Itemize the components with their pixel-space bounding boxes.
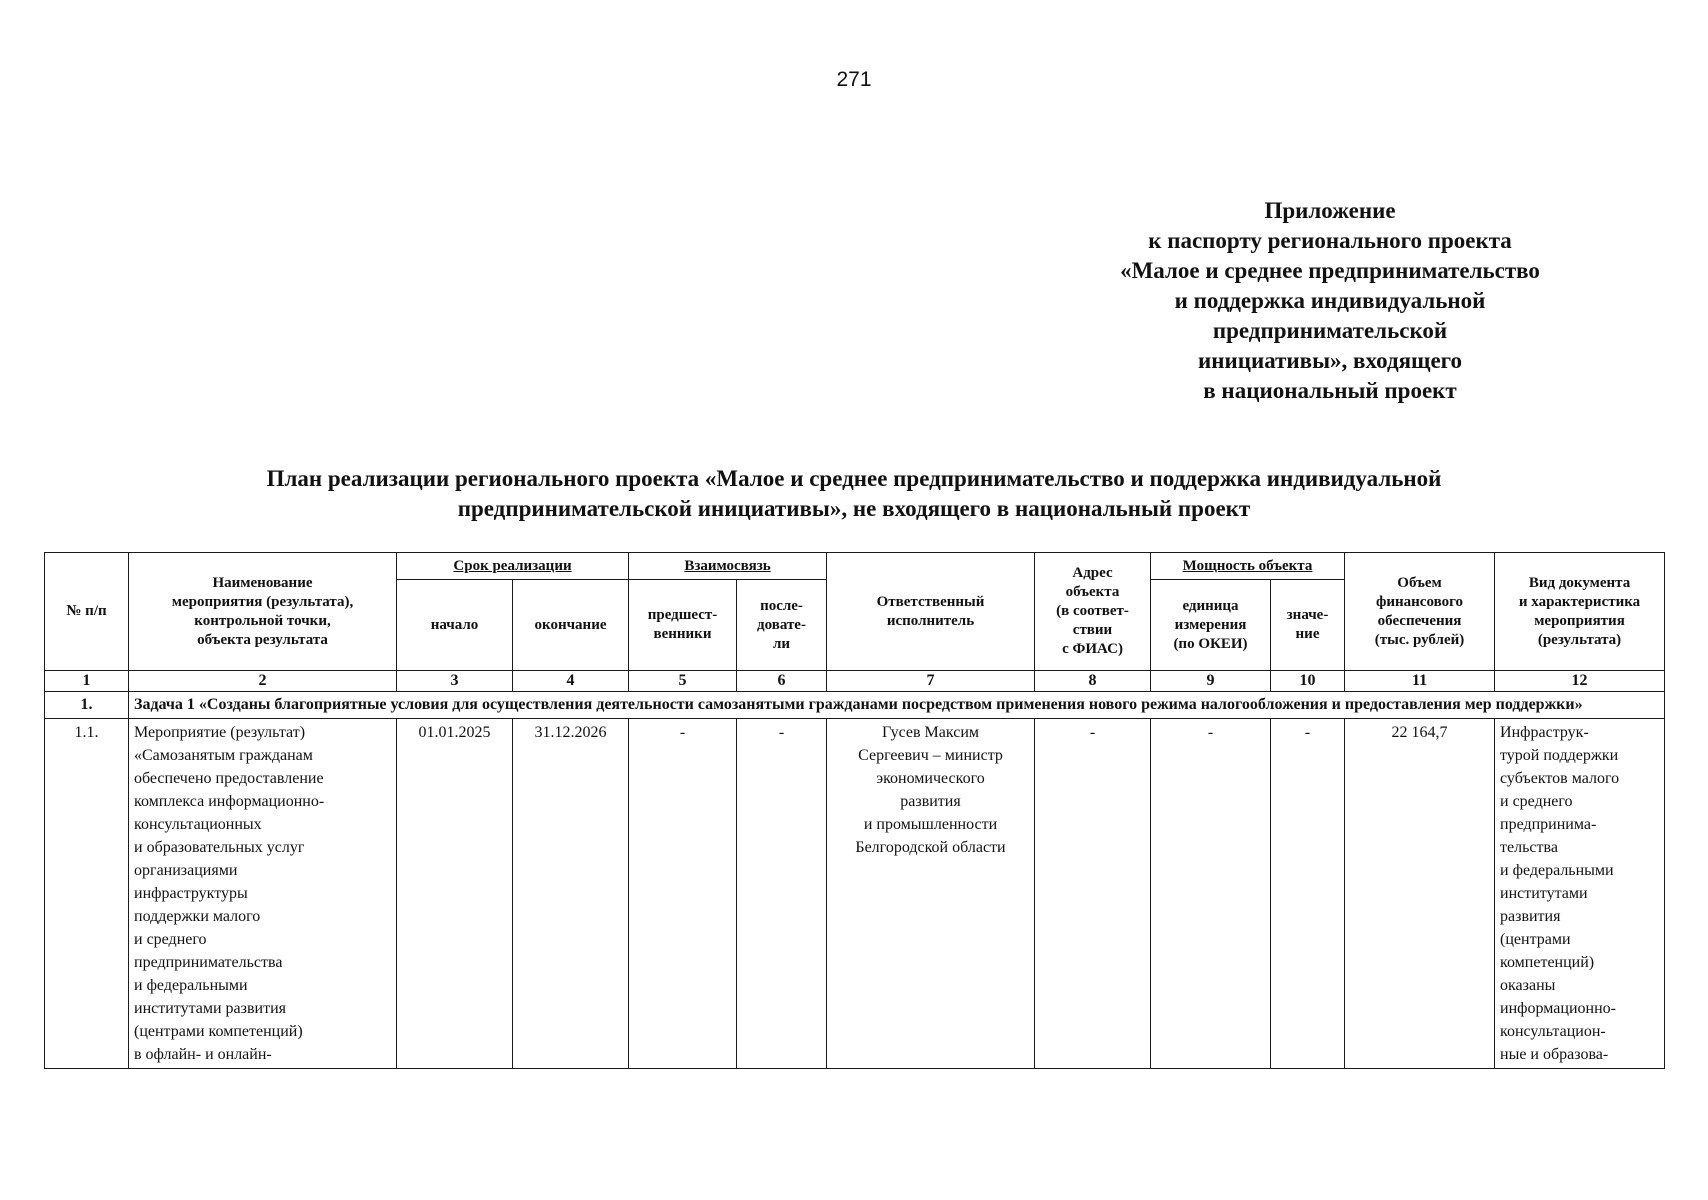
- row-doc-type: Инфраструк- турой поддержки субъектов малого и среднего предпринима- тельства и федеральными институтами развития (центрами компетенций) оказаны информационно- консультацион- ные и образова-: [1495, 719, 1665, 1069]
- column-number: 2: [129, 671, 397, 692]
- plan-table: [44, 552, 1665, 1069]
- column-number: 8: [1035, 671, 1151, 692]
- task-text: Задача 1 «Созданы благоприятные условия для осуществления деятельности самозанятыми гражданами посредством применения нового режима налогообложения и предоставления мер поддержки»: [129, 692, 1665, 719]
- header-responsible: Ответственный исполнитель: [827, 553, 1035, 671]
- header-term-start: начало: [397, 580, 513, 671]
- row-unit: -: [1151, 719, 1271, 1069]
- task-row: [45, 692, 1665, 719]
- header-term: Срок реализации: [397, 553, 629, 580]
- header-term-end: окончание: [513, 580, 629, 671]
- column-number: 1: [45, 671, 129, 692]
- row-number: 1.1.: [45, 719, 129, 1069]
- column-number-row: [45, 671, 1665, 692]
- header-capacity-value: значе- ние: [1271, 580, 1345, 671]
- column-number: 9: [1151, 671, 1271, 692]
- column-number: 12: [1495, 671, 1665, 692]
- document-title: План реализации регионального проекта «Малое и среднее предпринимательство и поддержка индивидуальной предпринимательской инициативы», не входящего в национальный проект: [266, 466, 1442, 521]
- header-row-top: [45, 553, 1665, 580]
- header-num: № п/п: [45, 553, 129, 671]
- column-number: 6: [737, 671, 827, 692]
- header-link-prev: предшест- венники: [629, 580, 737, 671]
- header-link-next: после- довате- ли: [737, 580, 827, 671]
- header-capacity: Мощность объекта: [1151, 553, 1345, 580]
- column-number: 5: [629, 671, 737, 692]
- header-funding: Объем финансового обеспечения (тыс. рублей): [1345, 553, 1495, 671]
- table-row: [45, 719, 1665, 1069]
- column-number: 4: [513, 671, 629, 692]
- row-successors: -: [737, 719, 827, 1069]
- row-value: -: [1271, 719, 1345, 1069]
- column-number: 10: [1271, 671, 1345, 692]
- header-doc-type: Вид документа и характеристика мероприятия (результата): [1495, 553, 1665, 671]
- appendix-header: Приложение к паспорту регионального проекта «Малое и среднее предпринимательство и поддержка индивидуальной предпринимательской инициативы», входящего в национальный проект: [1120, 198, 1540, 403]
- row-name: Мероприятие (результат) «Самозанятым гражданам обеспечено предоставление комплекса информационно- консультационных и образовательных услуг организациями инфраструктуры поддержки малого и среднего предпринимательства и федеральными институтами развития (центрами компетенций) в офлайн- и онлайн-: [129, 719, 397, 1069]
- row-start-date: 01.01.2025: [397, 719, 513, 1069]
- column-number: 7: [827, 671, 1035, 692]
- header-name: Наименование мероприятия (результата), контрольной точки, объекта результата: [129, 553, 397, 671]
- page-number: 271: [836, 68, 872, 91]
- column-number: 3: [397, 671, 513, 692]
- row-address: -: [1035, 719, 1151, 1069]
- column-number: 11: [1345, 671, 1495, 692]
- row-predecessors: -: [629, 719, 737, 1069]
- task-number: 1.: [45, 692, 129, 719]
- row-responsible: Гусев Максим Сергеевич – министр экономического развития и промышленности Белгородской области: [827, 719, 1035, 1069]
- header-link: Взаимосвязь: [629, 553, 827, 580]
- header-address: Адрес объекта (в соответ- ствии с ФИАС): [1035, 553, 1151, 671]
- header-capacity-unit: единица измерения (по ОКЕИ): [1151, 580, 1271, 671]
- row-funding: 22 164,7: [1345, 719, 1495, 1069]
- row-end-date: 31.12.2026: [513, 719, 629, 1069]
